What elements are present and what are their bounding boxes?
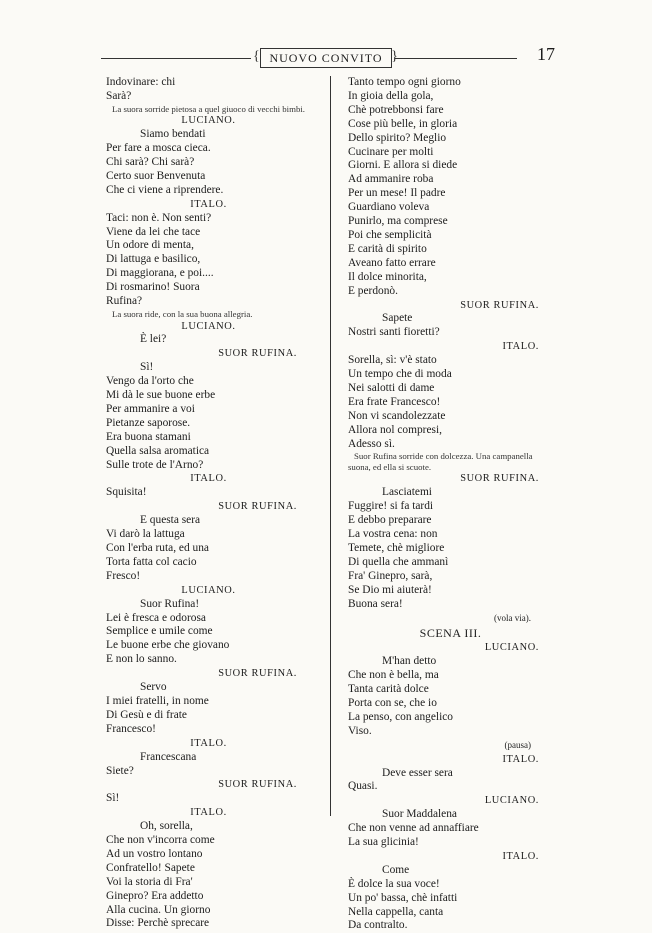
left-verse-line: Indovinare: chi xyxy=(106,76,176,88)
header-rule-left xyxy=(101,58,251,59)
right-verse-line: La sua glicinia! xyxy=(348,836,419,849)
left-verse-line: Di Gesù e di frate xyxy=(106,708,187,721)
left-verse-line: Di lattuga e basilico, xyxy=(106,253,201,266)
right-verse-line: Quasi. xyxy=(348,780,378,793)
right-verse-line: La vostra cena: non xyxy=(348,528,438,541)
right-verse-line: Guardiano voleva xyxy=(348,201,430,214)
left-verse-line: Pietanze saporose. xyxy=(106,416,191,429)
right-stage-note: (vola via). xyxy=(494,612,531,623)
left-speaker-name: LUCIANO. xyxy=(181,115,236,127)
left-speaker-name: LUCIANO. xyxy=(181,320,236,332)
journal-title: { NUOVO CONVITO } xyxy=(260,48,392,68)
right-verse-line: Sapete xyxy=(382,312,413,325)
left-verse-line: Sì! xyxy=(106,792,120,805)
left-verse-line: Francesco! xyxy=(106,722,156,735)
right-verse-line: Fuggire! si fa tardi xyxy=(348,500,434,513)
right-verse-line: Adesso sì. xyxy=(348,437,395,450)
left-verse-line: Oh, sorella, xyxy=(140,820,193,833)
left-verse-line: Alla cucina. Un giorno xyxy=(106,903,211,916)
right-verse-line: È dolce la sua voce! xyxy=(348,877,440,890)
right-verse-line: Porta con se, che io xyxy=(348,696,437,709)
left-verse-line: Sulle trote de l'Arno? xyxy=(106,458,204,471)
left-verse-line: Quella salsa aromatica xyxy=(106,444,210,457)
left-verse-line: Sarà? xyxy=(106,89,132,102)
left-verse-line: Confratello! Sapete xyxy=(106,861,195,874)
left-verse-line: Di rosmarino! Suora xyxy=(106,281,200,294)
right-verse-line: Punirlo, ma comprese xyxy=(348,215,448,228)
left-verse-line: Era buona stamani xyxy=(106,430,191,443)
right-scene-heading: SCENA III. xyxy=(419,626,482,641)
right-speaker-name: LUCIANO. xyxy=(484,642,539,654)
right-verse-line: Suor Maddalena xyxy=(382,808,457,821)
left-verse-line: Che ci viene a riprendere. xyxy=(106,183,224,196)
left-verse-line: Torta fatta col cacio xyxy=(106,555,197,568)
left-verse-line: Semplice e umile come xyxy=(106,625,213,638)
right-verse-line: Tanta carità dolce xyxy=(348,683,429,696)
left-verse-line: Ad un vostro lontano xyxy=(106,847,203,860)
right-verse-line: Non vi scandolezzate xyxy=(348,409,446,422)
right-verse-line: Nei salotti di dame xyxy=(348,381,435,394)
left-speaker-name: ITALO. xyxy=(190,473,227,485)
right-verse-line: Che non è bella, ma xyxy=(348,669,439,682)
header-rule-right xyxy=(395,58,517,59)
right-stage-direction: Suor Rufina sorride con dolcezza. Una campanella suona, ed ella si scuote. xyxy=(348,451,533,472)
right-speaker-name: LUCIANO. xyxy=(484,795,539,807)
left-speaker-name: LUCIANO. xyxy=(181,584,236,596)
right-verse-line: Buona sera! xyxy=(348,597,403,610)
right-verse-line: Sorella, sì: v'è stato xyxy=(348,354,437,367)
left-verse-line: I miei fratelli, in nome xyxy=(106,694,209,707)
left-verse-line: Con l'erba ruta, ed una xyxy=(106,542,209,554)
left-verse-line: Fresco! xyxy=(106,569,141,582)
right-verse-line: Giorni. E allora si diede xyxy=(348,159,458,172)
left-stage-direction: La suora ride, con la sua buona allegria. xyxy=(112,309,253,319)
left-verse-line: Francescana xyxy=(140,750,197,763)
right-verse-line: Di quella che ammanì xyxy=(348,555,449,568)
left-column xyxy=(106,76,311,931)
right-verse-line: Deve esser sera xyxy=(382,766,453,779)
right-verse-line: Come xyxy=(382,863,410,876)
left-verse-line: Chi sarà? Chi sarà? xyxy=(106,156,195,169)
right-column xyxy=(348,76,553,933)
right-verse-line: Viso. xyxy=(348,724,372,737)
left-verse-line: Voi la storia di Fra' xyxy=(106,875,193,888)
right-speaker-name: SUOR RUFINA. xyxy=(460,299,539,311)
left-verse-line: Suor Rufina! xyxy=(140,597,200,610)
left-verse-line: Servo xyxy=(140,681,167,694)
right-verse-line: Fra' Ginepro, sarà, xyxy=(348,569,433,582)
right-verse-line: Nella cappella, canta xyxy=(348,905,444,918)
right-verse-line: Poi che semplicità xyxy=(348,228,432,241)
right-verse-line: Cose più belle, in gloria xyxy=(348,117,458,130)
right-verse-line: Temete, chè migliore xyxy=(348,542,445,554)
left-speaker-name: SUOR RUFINA. xyxy=(218,668,297,680)
right-verse-line: Nostri santi fioretti? xyxy=(348,326,440,339)
right-verse-line: Da contralto. xyxy=(348,919,408,932)
left-verse-line: Siete? xyxy=(106,764,134,777)
right-verse-line: Dello spirito? Meglio xyxy=(348,131,447,144)
right-stage-note: (pausa) xyxy=(504,739,531,750)
left-verse-line: Mi dà le sue buone erbe xyxy=(106,389,216,402)
left-speaker-name: ITALO. xyxy=(190,807,227,819)
right-verse-line: Chè potrebbonsi fare xyxy=(348,103,444,116)
right-verse-line: Il dolce minorita, xyxy=(348,270,427,283)
left-verse-line: Disse: Perchè sprecare xyxy=(106,917,210,930)
left-verse-line: Le buone erbe che giovano xyxy=(106,639,230,652)
left-verse-line: E questa sera xyxy=(140,514,201,527)
left-verse-line: Viene da lei che tace xyxy=(106,225,201,238)
right-verse-line: Tanto tempo ogni giorno xyxy=(348,76,461,88)
right-verse-line: Per un mese! Il padre xyxy=(348,187,446,200)
right-speaker-name: ITALO. xyxy=(502,753,539,765)
left-verse-line: Vi darò la lattuga xyxy=(106,528,185,541)
right-verse-line: Un tempo che di moda xyxy=(348,368,452,381)
right-verse-line: Allora nol compresi, xyxy=(348,423,442,436)
right-verse-line: Aveano fatto errare xyxy=(348,256,436,269)
right-verse-line: In gioia della gola, xyxy=(348,89,434,102)
right-verse-line: E carità di spirito xyxy=(348,242,427,255)
left-verse-line: Certo suor Benvenuta xyxy=(106,169,206,182)
right-verse-line: La penso, con angelico xyxy=(348,710,454,723)
left-speaker-name: ITALO. xyxy=(190,198,227,210)
left-verse-line: Di maggiorana, e poi.... xyxy=(106,267,214,280)
right-verse-line: E perdonò. xyxy=(348,284,398,297)
right-verse-line: Era frate Francesco! xyxy=(348,395,441,408)
right-speaker-name: SUOR RUFINA. xyxy=(460,473,539,485)
left-speaker-name: ITALO. xyxy=(190,737,227,749)
right-verse-line: Lasciatemi xyxy=(382,486,432,499)
right-verse-line: Un po' bassa, chè infatti xyxy=(348,891,458,904)
right-verse-line: M'han detto xyxy=(382,655,437,668)
left-speaker-name: SUOR RUFINA. xyxy=(218,779,297,791)
page-number: 17 xyxy=(537,44,555,64)
left-verse-line: Un odore di menta, xyxy=(106,239,194,252)
right-speaker-name: ITALO. xyxy=(502,850,539,862)
running-header xyxy=(95,46,555,70)
left-verse-line: E non lo sanno. xyxy=(106,653,177,666)
right-verse-line: Cucinare per molti xyxy=(348,145,434,158)
left-verse-line: Ginepro? Era addetto xyxy=(106,889,204,902)
left-verse-line: Che non v'incorra come xyxy=(106,834,215,847)
left-verse-line: È lei? xyxy=(140,333,167,346)
left-verse-line: Lei è fresca e odorosa xyxy=(106,611,206,624)
left-stage-direction: La suora sorride pietosa a quel giuoco di vecchi bimbi. xyxy=(112,103,305,114)
left-speaker-name: SUOR RUFINA. xyxy=(218,348,297,360)
left-verse-line: Squisita! xyxy=(106,486,147,499)
right-speaker-name: ITALO. xyxy=(502,341,539,353)
left-verse-line: Per fare a mosca cieca. xyxy=(106,142,211,155)
left-verse-line: Sì! xyxy=(140,361,154,374)
column-divider xyxy=(330,76,331,816)
left-speaker-name: SUOR RUFINA. xyxy=(218,501,297,513)
right-verse-line: Ad ammanire roba xyxy=(348,173,434,186)
left-verse-line: Siamo bendati xyxy=(140,128,206,141)
right-verse-line: E debbo preparare xyxy=(348,514,432,527)
left-verse-line: Per ammanire a voi xyxy=(106,402,195,415)
right-verse-line: Se Dio mi aiuterà! xyxy=(348,583,432,596)
left-verse-line: Vengo da l'orto che xyxy=(106,375,194,388)
left-verse-line: Rufina? xyxy=(106,295,143,308)
right-verse-line: Che non venne ad annaffiare xyxy=(348,822,479,835)
left-verse-line: Taci: non è. Non senti? xyxy=(106,211,212,224)
